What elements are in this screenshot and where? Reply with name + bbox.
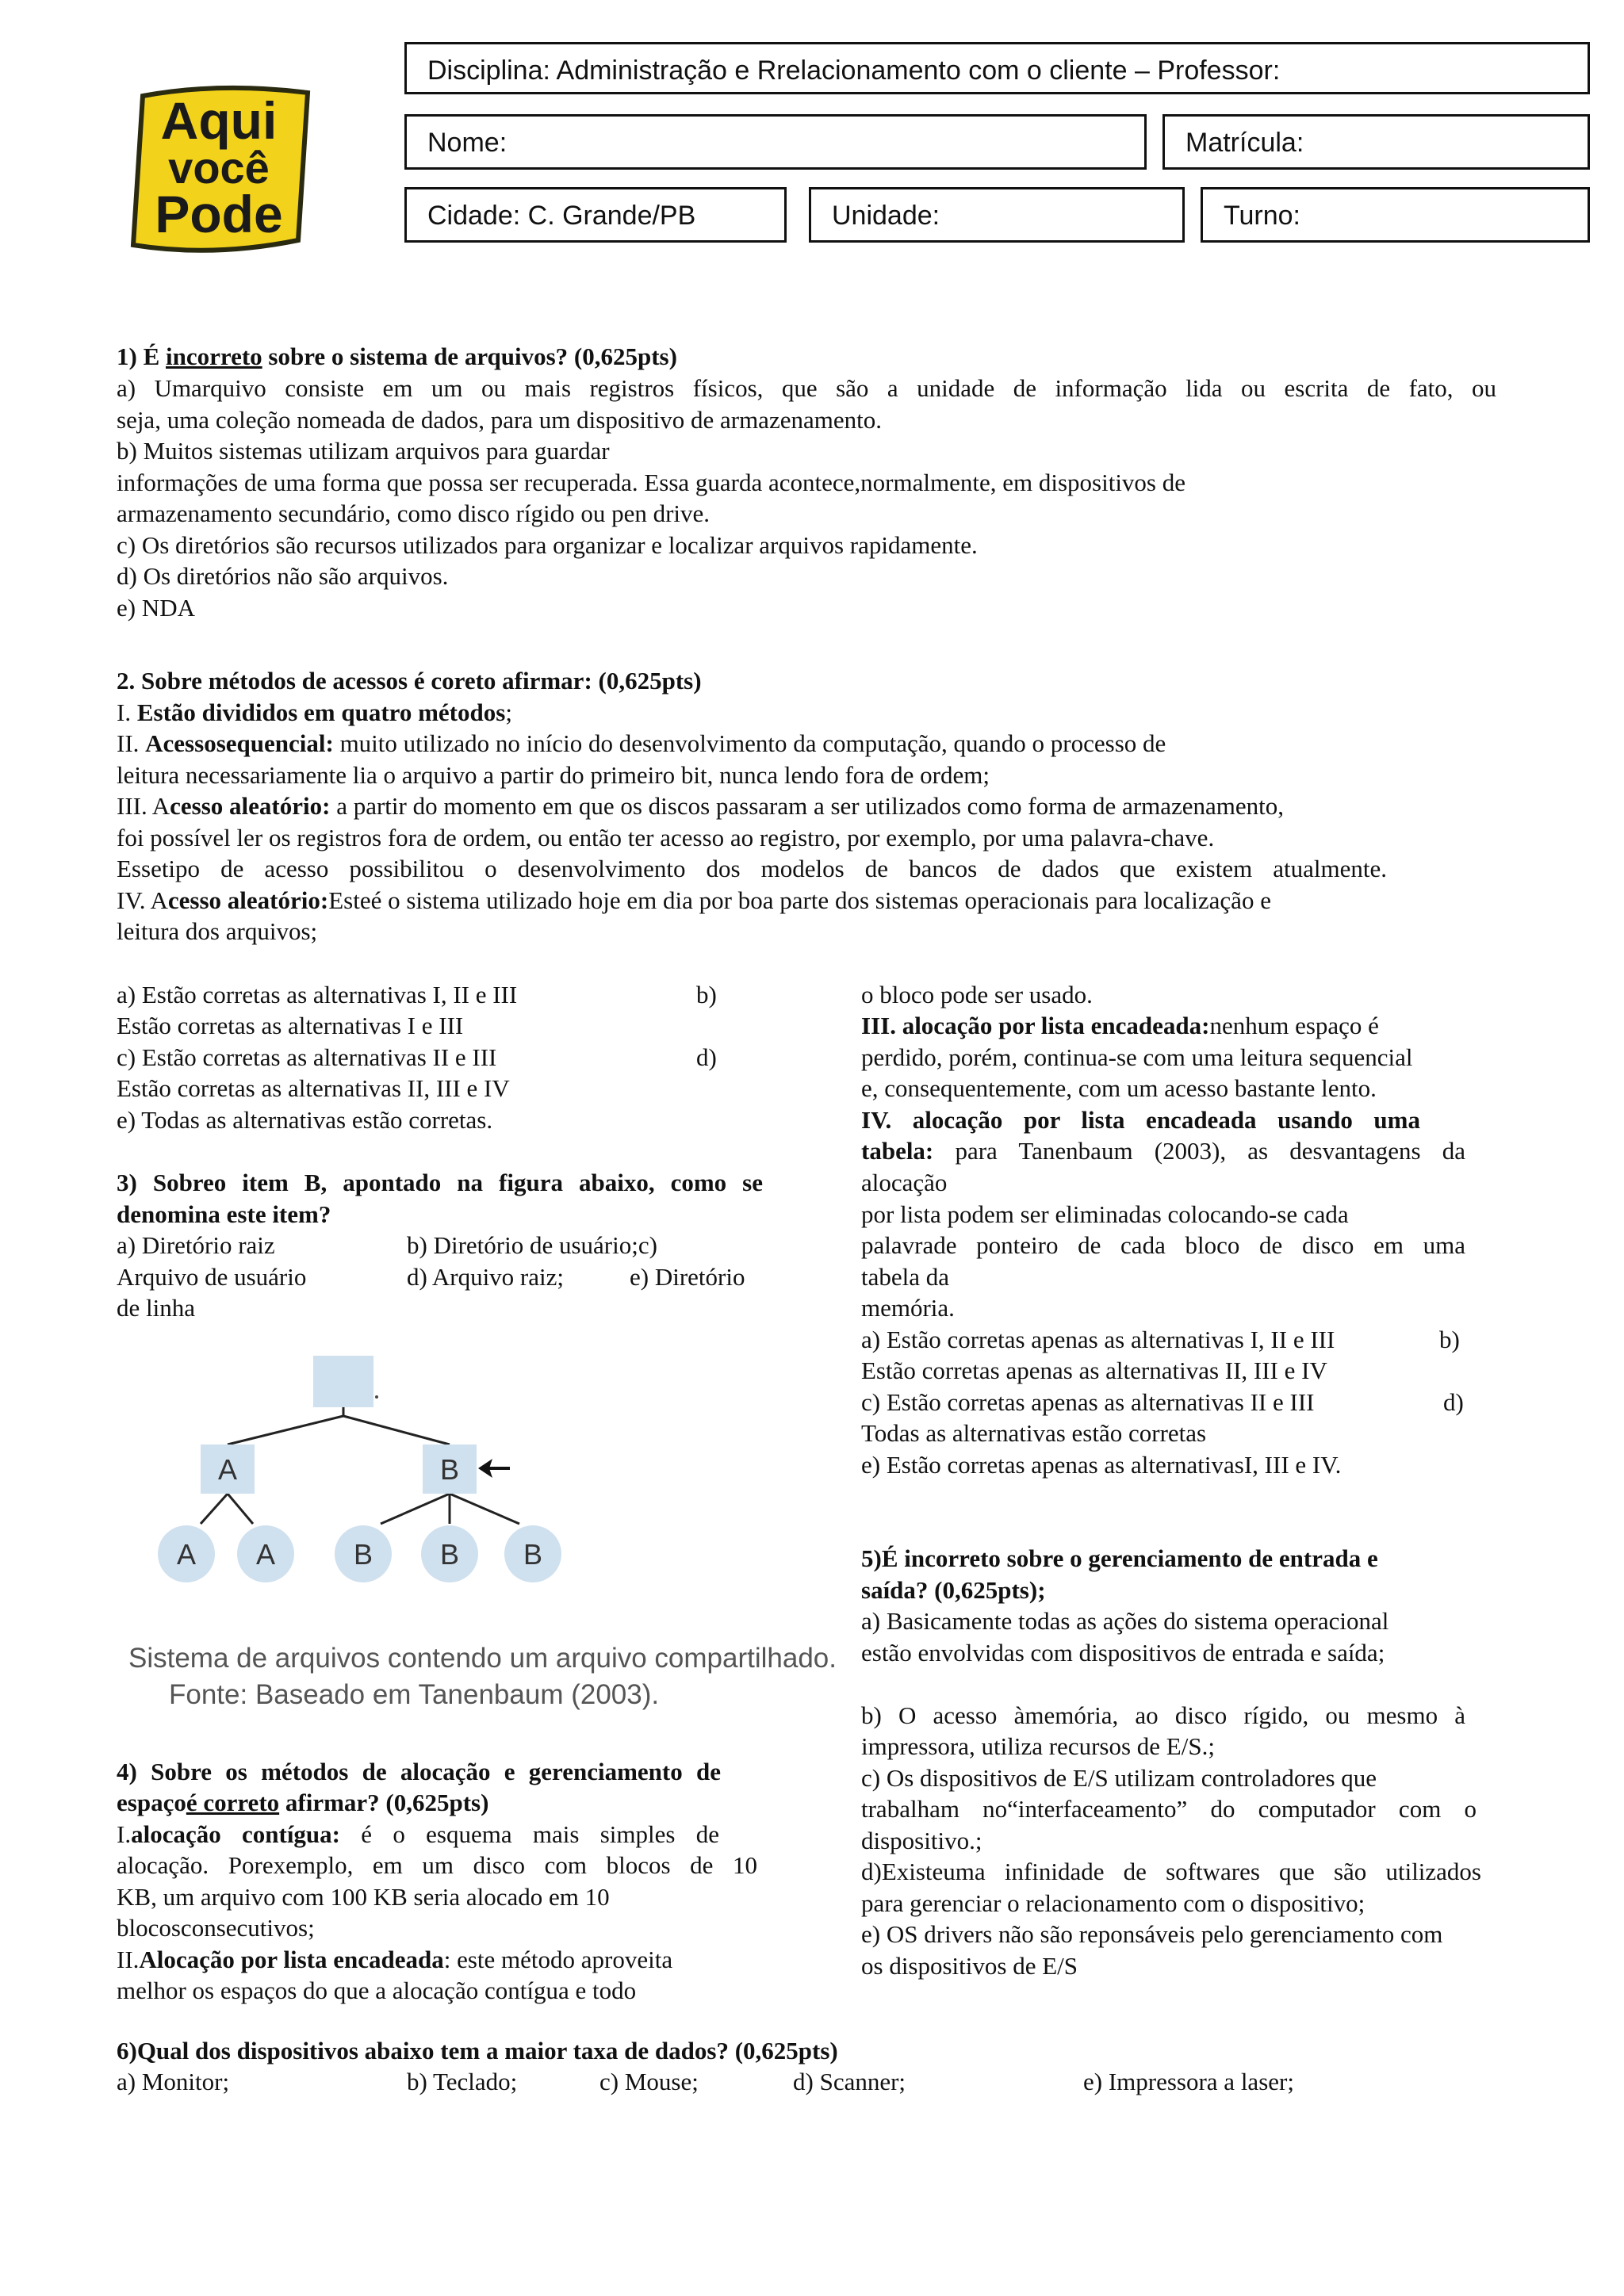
root-marker-dot bbox=[375, 1395, 378, 1399]
q5-option-d-line1: d)Existeuma infinidade de softwares que são utilizados bbox=[861, 1858, 1481, 1885]
q4-title-line2: espaçoé correto afirmar? (0,625pts) bbox=[117, 1789, 489, 1816]
q6-option-a: a) Monitor; bbox=[117, 2068, 230, 2095]
turno-label: Turno: bbox=[1224, 201, 1301, 231]
q4-item-iv-line2: tabela: para Tanenbaum (2003), as desvantagens da bbox=[861, 1137, 1465, 1165]
q2-option-b-label: b) bbox=[696, 981, 717, 1008]
q4-item-iv-line1: IV. alocação por lista encadeada usando uma bbox=[861, 1106, 1420, 1134]
q4-option-e: e) Estão corretas apenas as alternativasI, III e IV. bbox=[861, 1451, 1342, 1479]
matricula-label: Matrícula: bbox=[1185, 128, 1304, 158]
q5-option-c-line2: trabalham no“interfaceamento” do computador com o bbox=[861, 1795, 1477, 1823]
cidade-label: Cidade: C. Grande/PB bbox=[427, 201, 696, 231]
q4-item-iv-line4: por lista podem ser eliminadas colocando-se cada bbox=[861, 1200, 1349, 1228]
q2-item-iv-line2: leitura dos arquivos; bbox=[117, 917, 318, 945]
q2-option-b: Estão corretas as alternativas I e III bbox=[117, 1012, 464, 1039]
q1-option-b-line2: informações de uma forma que possa ser recuperada. Essa guarda acontece,normalmente, em dispositivos de bbox=[117, 469, 1186, 496]
q1-option-a-line1: a) Umarquivo consiste em um ou mais registros físicos, que são a unidade de informação lida ou escrita de fato, ou bbox=[117, 374, 1496, 402]
q4-item-ii-line2: melhor os espaços do que a alocação contígua e todo bbox=[117, 1976, 637, 2004]
disciplina-field bbox=[404, 42, 1590, 94]
leaf-node-label: B bbox=[523, 1538, 543, 1571]
q3-title-line2: denomina este item? bbox=[117, 1200, 331, 1228]
q2-option-d: Estão corretas as alternativas II, III e IV bbox=[117, 1074, 510, 1102]
figure-caption-line2: Fonte: Baseado em Tanenbaum (2003). bbox=[169, 1679, 660, 1710]
q1-option-b-line3: armazenamento secundário, como disco rígido ou pen drive. bbox=[117, 499, 710, 527]
q1-option-a-line2: seja, uma coleção nomeada de dados, para um dispositivo de armazenamento. bbox=[117, 406, 882, 434]
q4-option-c: c) Estão corretas apenas as alternativas II e III bbox=[861, 1388, 1315, 1416]
q5-title-line2: saída? (0,625pts); bbox=[861, 1576, 1046, 1604]
q5-title-line1: 5)É incorreto sobre o gerenciamento de entrada e bbox=[861, 1544, 1378, 1572]
q4-item-iii-line1: III. alocação por lista encadeada:nenhum espaço é bbox=[861, 1012, 1379, 1039]
q2-item-iii-line2: foi possível ler os registros fora de ordem, ou então ter acesso ao registro, por exemplo, por uma palavra-chave. bbox=[117, 824, 1215, 851]
leaf-node-label: A bbox=[255, 1538, 276, 1571]
q3-option-a: a) Diretório raiz bbox=[117, 1231, 275, 1259]
q3-option-e-line2: de linha bbox=[117, 1294, 195, 1322]
q3-option-d: d) Arquivo raiz; bbox=[407, 1263, 565, 1291]
leaf-node-label: B bbox=[439, 1538, 460, 1571]
q4-option-d-label: d) bbox=[1443, 1388, 1464, 1416]
q4-option-b: Estão corretas apenas as alternativas II, III e IV bbox=[861, 1357, 1327, 1384]
q4-item-i-line3: KB, um arquivo com 100 KB seria alocado em 10 bbox=[117, 1883, 610, 1911]
q5-option-b-line1: b) O acesso àmemória, ao disco rígido, ou mesmo à bbox=[861, 1701, 1465, 1729]
directory-node-a-label: A bbox=[217, 1453, 238, 1486]
q4-item-iii-line3: e, consequentemente, com um acesso bastante lento. bbox=[861, 1074, 1377, 1102]
q1-option-d: d) Os diretórios não são arquivos. bbox=[117, 562, 449, 590]
q4-item-ii-line1: II.Alocação por lista encadeada: este método aproveita bbox=[117, 1946, 673, 1973]
q3-option-c: Arquivo de usuário bbox=[117, 1263, 307, 1291]
turno-field[interactable] bbox=[1201, 187, 1590, 243]
q4-item-ii-line3: o bloco pode ser usado. bbox=[861, 981, 1093, 1008]
q4-item-iv-line3: alocação bbox=[861, 1169, 948, 1196]
q6-option-e: e) Impressora a laser; bbox=[1083, 2068, 1294, 2095]
q2-item-ii-line2: leitura necessariamente lia o arquivo a partir do primeiro bit, nunca lendo fora de ordem; bbox=[117, 761, 990, 789]
unidade-label: Unidade: bbox=[832, 201, 940, 231]
cidade-field bbox=[404, 187, 787, 243]
q2-option-d-label: d) bbox=[696, 1043, 717, 1071]
q5-option-e-line1: e) OS drivers não são reponsáveis pelo gerenciamento com bbox=[861, 1920, 1443, 1948]
q6-option-d: d) Scanner; bbox=[793, 2068, 906, 2095]
directory-node-b-label: B bbox=[439, 1453, 460, 1486]
q5-option-d-line2: para gerenciar o relacionamento com o dispositivo; bbox=[861, 1889, 1365, 1917]
logo-line-2: você bbox=[168, 143, 270, 193]
q2-item-i: I. Estão divididos em quatro métodos; bbox=[117, 698, 512, 726]
matricula-field[interactable] bbox=[1162, 114, 1590, 170]
unidade-field[interactable] bbox=[809, 187, 1185, 243]
q4-item-iv-line6: tabela da bbox=[861, 1263, 950, 1291]
q4-title-line1: 4) Sobre os métodos de alocação e gerenciamento de bbox=[117, 1758, 721, 1785]
q1-title: 1) É incorreto sobre o sistema de arquivos? (0,625pts) bbox=[117, 342, 677, 370]
nome-label: Nome: bbox=[427, 128, 508, 158]
q4-option-a: a) Estão corretas apenas as alternativas I, II e III bbox=[861, 1326, 1335, 1353]
q1-option-c: c) Os diretórios são recursos utilizados para organizar e localizar arquivos rapidamente. bbox=[117, 531, 978, 559]
root-directory-node bbox=[313, 1356, 373, 1407]
q5-option-e-line2: os dispositivos de E/S bbox=[861, 1952, 1078, 1980]
q4-item-iv-line7: memória. bbox=[861, 1294, 955, 1322]
q4-item-i-line2: alocação. Porexemplo, em um disco com blocos de 10 bbox=[117, 1851, 757, 1879]
q3-title-line1: 3) Sobreo item B, apontado na figura abaixo, como se bbox=[117, 1169, 763, 1196]
q6-option-c: c) Mouse; bbox=[599, 2068, 699, 2095]
logo bbox=[125, 82, 316, 260]
q5-option-b-line2: impressora, utiliza recursos de E/S.; bbox=[861, 1732, 1215, 1760]
logo-badge bbox=[125, 82, 316, 260]
q4-option-b-label: b) bbox=[1439, 1326, 1460, 1353]
q2-item-iii-line3: Essetipo de acesso possibilitou o desenvolvimento dos modelos de bancos de dados que existem atualmente. bbox=[117, 855, 1387, 882]
logo-line-3: Pode bbox=[155, 185, 283, 243]
q5-option-a-line1: a) Basicamente todas as ações do sistema operacional bbox=[861, 1607, 1389, 1635]
q4-item-iii-line2: perdido, porém, continua-se com uma leitura sequencial bbox=[861, 1043, 1413, 1071]
q2-option-c: c) Estão corretas as alternativas II e III bbox=[117, 1043, 497, 1071]
q5-option-c-line1: c) Os dispositivos de E/S utilizam controladores que bbox=[861, 1764, 1377, 1792]
disciplina-label: Disciplina: Administração e Rrelacionamento com o cliente – Professor: bbox=[427, 55, 1281, 86]
q2-item-iii-line1: III. Acesso aleatório: a partir do momento em que os discos passaram a ser utilizados como forma de armazenamento, bbox=[117, 792, 1285, 820]
arrow-icon bbox=[478, 1459, 510, 1478]
q3-option-e: e) Diretório bbox=[630, 1263, 745, 1291]
q2-option-e: e) Todas as alternativas estão corretas. bbox=[117, 1106, 493, 1134]
figure-caption-line1: Sistema de arquivos contendo um arquivo compartilhado. bbox=[128, 1643, 837, 1674]
q4-option-d: Todas as alternativas estão corretas bbox=[861, 1419, 1207, 1447]
q4-item-iv-line5: palavrade ponteiro de cada bloco de disco em uma bbox=[861, 1231, 1465, 1259]
q3-option-b: b) Diretório de usuário;c) bbox=[407, 1231, 657, 1259]
logo-line-1: Aqui bbox=[160, 91, 278, 150]
file-tree-figure bbox=[147, 1348, 591, 1586]
q4-item-i-line4: blocosconsecutivos; bbox=[117, 1914, 315, 1942]
q2-option-a: a) Estão corretas as alternativas I, II e III bbox=[117, 981, 518, 1008]
leaf-node-label: B bbox=[353, 1538, 373, 1571]
q2-title: 2. Sobre métodos de acessos é coreto afirmar: (0,625pts) bbox=[117, 667, 702, 695]
q5-option-c-line3: dispositivo.; bbox=[861, 1827, 982, 1854]
q2-item-ii-line1: II. Acessosequencial: muito utilizado no início do desenvolvimento da computação, quando o processo de bbox=[117, 729, 1166, 757]
q1-option-e: e) NDA bbox=[117, 594, 195, 622]
q2-item-iv-line1: IV. Acesso aleatório:Esteé o sistema utilizado hoje em dia por boa parte dos sistemas operacionais para localização e bbox=[117, 886, 1271, 914]
q4-item-i-line1: I.alocação contígua: é o esquema mais simples de bbox=[117, 1820, 719, 1848]
q5-option-a-line2: estão envolvidas com dispositivos de entrada e saída; bbox=[861, 1639, 1385, 1667]
nome-field[interactable] bbox=[404, 114, 1147, 170]
q6-option-b: b) Teclado; bbox=[407, 2068, 518, 2095]
q1-option-b-line1: b) Muitos sistemas utilizam arquivos para guardar bbox=[117, 437, 610, 465]
q6-title: 6)Qual dos dispositivos abaixo tem a maior taxa de dados? (0,625pts) bbox=[117, 2037, 838, 2064]
leaf-node-label: A bbox=[176, 1538, 197, 1571]
